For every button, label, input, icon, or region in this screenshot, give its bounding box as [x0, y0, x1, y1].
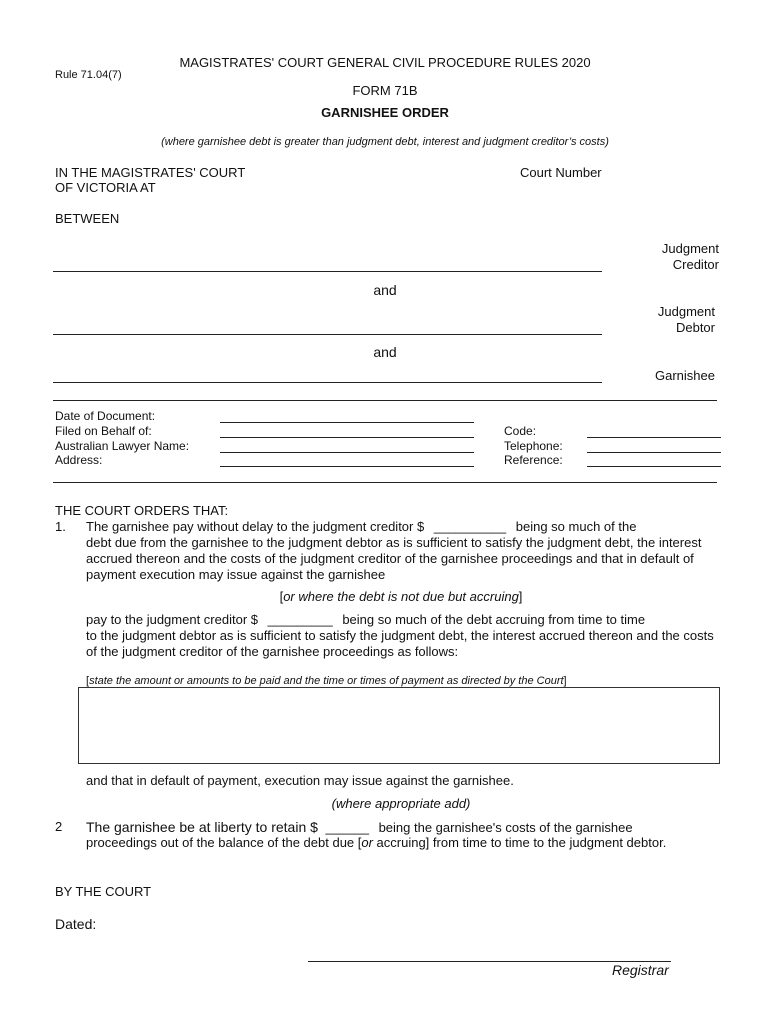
order-number-2: 2 [55, 819, 63, 834]
payment-details-box[interactable] [78, 687, 720, 764]
accruing-amount-blank[interactable]: _________ [267, 612, 333, 627]
garnishee-label: Garnishee [655, 368, 715, 383]
payment-box-label: [state the amount or amounts to be paid and the time or times of payment as directed by the Court] [86, 675, 567, 687]
address-label: Address: [55, 453, 103, 467]
code-field[interactable] [587, 437, 721, 438]
and-separator-1: and [373, 282, 397, 298]
judgment-creditor-label-1: Judgment [661, 241, 719, 256]
order1-alt-first-line: pay to the judgment creditor $ _________ being so much of the debt accruing from time to time [86, 612, 646, 627]
telephone-field[interactable] [587, 452, 721, 453]
code-label: Code: [504, 424, 537, 438]
lawyer-name-label: Australian Lawyer Name: [55, 439, 190, 453]
creditor-name-line[interactable] [53, 271, 602, 272]
alternative-note: [or where the debt is not due but accruing] [279, 589, 523, 604]
address-field[interactable] [220, 466, 474, 467]
garnishee-name-line[interactable] [53, 382, 602, 383]
rule-reference: Rule 71.04(7) [55, 69, 122, 81]
order1-first-line: The garnishee pay without delay to the judgment creditor $ __________ being so much of the [86, 519, 637, 534]
order-title: GARNISHEE ORDER [321, 105, 449, 120]
dated-label: Dated: [55, 916, 97, 932]
order2-paragraph: proceedings out of the balance of the debt due [or accruing] from time to time to the judgment debtor. [86, 835, 667, 850]
telephone-label: Telephone: [504, 439, 563, 453]
where-appropriate-note: (where appropriate add) [331, 796, 471, 811]
default-execution-text: and that in default of payment, execution may issue against the garnishee. [86, 773, 514, 788]
court-name-line2: OF VICTORIA AT [55, 180, 156, 195]
costs-amount-blank[interactable]: ______ [325, 820, 369, 835]
filed-on-behalf-label: Filed on Behalf of: [55, 424, 152, 438]
order2-first-line: The garnishee be at liberty to retain $ ______ being the garnishee's costs of the garnishee [86, 819, 633, 835]
debtor-name-line[interactable] [53, 334, 602, 335]
creditor-amount-blank[interactable]: __________ [433, 519, 507, 534]
between-label: BETWEEN [55, 211, 120, 226]
court-name-line1: IN THE MAGISTRATES' COURT [55, 165, 246, 180]
order1-alt-paragraph: to the judgment debtor as is sufficient to satisfy the judgment debt, the interest accrued thereon and the costs of the judgment creditor of the garnishee proceedings as follows: [86, 628, 714, 659]
orders-heading: THE COURT ORDERS THAT: [55, 503, 229, 518]
order-number-1: 1. [55, 519, 66, 534]
and-separator-2: and [373, 344, 397, 360]
court-number-label: Court Number [520, 165, 602, 180]
form-number: FORM 71B [352, 83, 418, 98]
order1-paragraph: debt due from the garnishee to the judgment debtor as is sufficient to satisfy the judgment debt, the interest accrued thereon and the costs of the judgment creditor of the garnishee proceedings and that in default of payment execution may issue against the garnishee [86, 535, 702, 582]
date-of-document-label: Date of Document: [55, 409, 156, 423]
judgment-creditor-label-2: Creditor [672, 257, 719, 272]
judgment-debtor-label-2: Debtor [675, 320, 715, 335]
section-divider-bottom [53, 482, 717, 483]
date-of-document-field[interactable] [220, 422, 474, 423]
lawyer-name-field[interactable] [220, 452, 474, 453]
by-the-court: BY THE COURT [55, 884, 152, 899]
registrar-label: Registrar [612, 962, 669, 978]
filed-on-behalf-field[interactable] [220, 437, 474, 438]
section-divider-top [53, 400, 717, 401]
reference-field[interactable] [587, 466, 721, 467]
rules-title: MAGISTRATES' COURT GENERAL CIVIL PROCEDURE RULES 2020 [179, 55, 591, 70]
reference-label: Reference: [504, 453, 563, 467]
judgment-debtor-label-1: Judgment [657, 304, 715, 319]
order-subtitle: (where garnishee debt is greater than judgment debt, interest and judgment creditor’s costs) [161, 136, 609, 148]
